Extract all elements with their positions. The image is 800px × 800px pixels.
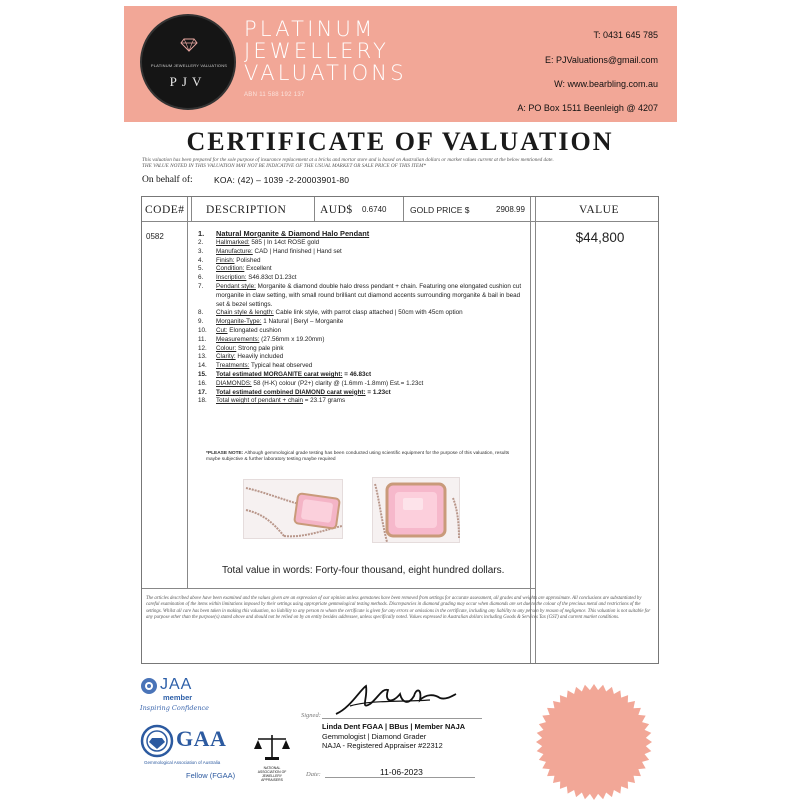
pendant-photo-front [372,477,460,543]
appraiser-details [322,722,465,751]
description-item [198,257,528,266]
item-label: Measurements: [216,335,260,343]
date-label: Date: [306,771,321,778]
pendant-photo-side [243,479,343,539]
item-text: (27.56mm x 19.20mm) [259,335,325,343]
pendant-image [244,480,344,540]
total-value-in-words: Total value in words: Forty-four thousand, eight hundred dollars. [222,565,505,576]
header-description: DESCRIPTION [206,204,287,216]
header-code: CODE# [145,204,185,216]
item-text-container [216,389,528,398]
item-number: 1. [198,229,205,238]
item-label: Morganite-Type: [216,318,262,326]
diamond-icon [180,38,198,52]
header-value: VALUE [579,204,619,216]
column-divider [530,197,531,663]
description-item [198,265,528,274]
pendant-image [373,478,461,544]
description-item [198,327,528,336]
item-text-container [216,353,528,362]
item-number: 7. [198,282,204,290]
signature-image [330,680,460,720]
item-number: 12. [198,344,207,352]
item-label: Finish: [216,256,235,264]
item-text-container [216,345,528,354]
contact-address: A: PO Box 1511 Beenleigh @ 4207 [517,103,658,113]
item-text-container [216,380,528,389]
description-item [198,228,528,239]
description-item [198,345,528,354]
item-code: 0582 [146,232,164,241]
header-aud-label: AUD$ [320,204,353,216]
description-item [198,336,528,345]
item-text: 1 Natural | Beryl – Morganite [261,318,344,326]
note-label: *PLEASE NOTE: [206,451,244,456]
column-divider [191,197,192,221]
contact-phone: T: 0431 645 785 [593,30,658,40]
gaa-subtitle: Gemmological Association of Australia [144,760,221,765]
item-text-container [216,228,528,239]
item-number: 2. [198,239,204,246]
item-text-container [216,248,528,257]
logo-monogram: PJV [169,74,207,89]
jaa-member-text: member [163,693,193,702]
date-line [325,777,475,778]
item-label: Chain style & length: [216,309,274,317]
item-label: Total weight of pendant + chain [216,397,303,405]
header-gold-label: GOLD PRICE $ [410,205,470,215]
item-label: Treatments: [216,362,250,370]
disclaimer-divider [142,588,535,589]
item-number: 8. [198,309,204,317]
seal-shape [536,684,652,800]
intro-line: This valuation has been prepared for the sole purpose of insurance replacement at a bricks and mortar store and is based on Australian dollars or market values current at the below mentioned date. [142,157,554,163]
header-divider [142,221,658,222]
jaa-text: JAA [160,676,193,693]
contact-website[interactable]: W: www.bearbling.com.au [554,79,658,89]
description-item [198,309,528,318]
item-text-container [216,239,528,248]
naja-text: NATIONAL ASSOCIATION OF JEWELLERY APPRAISERS [257,766,287,782]
scales-icon [252,733,292,761]
company-logo [140,14,236,110]
item-number: 15. [198,370,207,378]
jaa-member-logo [140,676,210,725]
description-item [198,362,528,371]
item-label: Total estimated MORGANITE carat weight: [216,370,343,378]
column-divider [403,197,404,221]
item-text-container [216,362,528,371]
item-text: Heavily included [235,353,284,361]
item-number: 16. [198,379,207,387]
item-text-container [216,318,528,327]
item-text: Cable link style, with parrot clasp attached | 50cm with 45cm option [273,309,463,317]
on-behalf-label: On behalf of: [142,175,193,185]
item-text: Typical heat observed [249,362,313,370]
item-text: 585 | In 14ct ROSE gold [249,239,320,246]
item-label: Condition: [216,265,245,273]
company-name-line: VALUATIONS [244,61,407,85]
gaa-fellow-logo [140,724,236,780]
item-text: = 46.83ct [342,370,372,378]
appraiser-title: Gemmologist | Diamond Grader [322,731,427,741]
item-label: Inscription: [216,274,247,282]
intro-text [142,157,660,169]
description-item [198,397,528,406]
item-text: Elongated cushion [227,326,282,334]
item-description-list [198,228,528,406]
item-number: 14. [198,362,207,370]
item-text: = 23.17 grams [303,397,346,405]
item-label: Pendant style: [216,282,256,290]
description-item [198,248,528,257]
testing-note [206,451,516,463]
item-label: Clarity: [216,353,236,361]
item-label: Total estimated combined DIAMOND carat weight: [216,388,366,396]
date-value: 11-06-2023 [380,767,423,777]
item-text: Strong pale pink [236,344,284,352]
company-name [244,18,474,84]
appraiser-registration: NAJA - Registered Appraiser #22312 [322,741,443,750]
jaa-tagline: Inspiring Confidence [140,704,210,712]
item-text-container [216,265,528,274]
item-text: 58 (H-K) colour (P2+) clarity @ (1.6mm -1.8mm) Est.= 1.23ct [251,379,424,387]
column-divider [535,197,536,663]
item-number: 3. [198,247,204,255]
item-number: 13. [198,353,207,361]
gaa-emblem-icon [140,724,176,760]
column-divider [314,197,315,221]
description-item [198,371,528,380]
item-text: Morganite & diamond double halo dress pendant + chain. Featuring one elongated cushion cut morganite in claw setting, with small round brilliant cut diamond accents surrounding morganite & bail in bead set & bezel settings. [216,282,522,308]
appraiser-name: Linda Dent FGAA | BBus | Member NAJA [322,722,466,731]
item-text-container [216,327,528,336]
item-number: 18. [198,397,207,405]
item-text: S46.83ct D1.23ct [246,274,297,282]
certificate-title: CERTIFICATE OF VALUATION [186,127,614,156]
signed-label: Signed: [301,712,321,719]
signature-line [322,718,482,719]
item-text: Excellent [244,265,272,273]
gaa-fellow-text: Fellow (FGAA) [186,771,236,780]
item-value: $44,800 [575,230,625,245]
item-text: = 1.23ct [365,388,391,396]
item-text-container [216,283,528,309]
description-item [198,380,528,389]
column-divider [187,197,188,588]
item-text-container [216,371,528,380]
contact-email[interactable]: E: PJValuations@gmail.com [544,55,658,65]
description-item [198,389,528,398]
naja-logo [252,733,292,782]
item-text-container [216,309,528,318]
item-number: 17. [198,388,207,396]
seal-edge [536,684,652,800]
logo-tagline: PLATINUM JEWELLERY VALUATIONS [150,63,228,68]
item-label: DIAMONDS: [216,379,252,387]
item-number: 9. [198,318,204,326]
on-behalf-value: KOA: (42) – 1039 -2-20003901-80 [214,175,350,185]
company-name-line: JEWELLERY [244,39,390,63]
description-item [198,239,528,248]
item-number: 10. [198,326,207,334]
item-text-container [216,336,528,345]
header-aud-value: 0.6740 [362,205,387,214]
item-text-container [216,274,528,283]
gaa-text: GAA [176,726,227,751]
item-label: Manufacture: [216,247,253,255]
item-number: 4. [198,256,204,264]
item-text: Polished [234,256,261,264]
header-gold-value: 2908.99 [496,205,525,214]
item-number: 11. [198,335,207,343]
company-abn: ABN 11 588 192 137 [244,92,305,98]
description-item [198,353,528,362]
item-text-container [216,257,528,266]
item-label: Colour: [216,344,237,352]
embossed-seal [533,681,655,800]
item-text-container [216,397,528,406]
disclaimer-text: The articles described above have been examined and the values given are an expression of our opinion unless gemstones have been removed from settings for accurate assessment, all grades and weights are approximate. All conclusions are substantiated by careful examination of the items within limitations imposed by their settings using appropriate gemmological testing methods. Discrepancies in diamond grading may occur when diamonds are set due to the colour of the precious metal and restrictions of the settings. Whilst all care has been taken in making this valuation, no liability to any person to whom the certificate is given for any errors or omissions in the certificate, including any liability to any person by reason of negligence. This valuation is not suitable for any purpose other than the purpose(s) stated above and should not be relied on by an entity besides addressee, unless specifically noted. Values expressed in Australian dollars including Goods & Services Tax (GST) and current market conditions. [146,596,651,620]
description-item [198,274,528,283]
item-number: 5. [198,265,204,273]
company-name-line: PLATINUM [244,17,376,41]
item-text: CAD | Hand finished | Hand set [252,247,342,255]
item-label: Hallmarked: [216,239,250,246]
note-text: Although gemmological grade testing has been conducted using scientific equipment for the purpose of this valuation, results maybe subjective & further laboratory testing maybe required [206,451,510,463]
intro-line: THE VALUE NOTED IN THIS VALUATION MAY NOT BE INDICATIVE OF THE USUAL MARKET OR SALE PRICE OF THIS ITEM* [142,163,427,170]
description-item [198,318,528,327]
item-text: Natural Morganite & Diamond Halo Pendant [216,229,370,238]
item-label: Cut: [216,326,228,334]
description-item [198,283,528,309]
item-number: 6. [198,274,204,282]
